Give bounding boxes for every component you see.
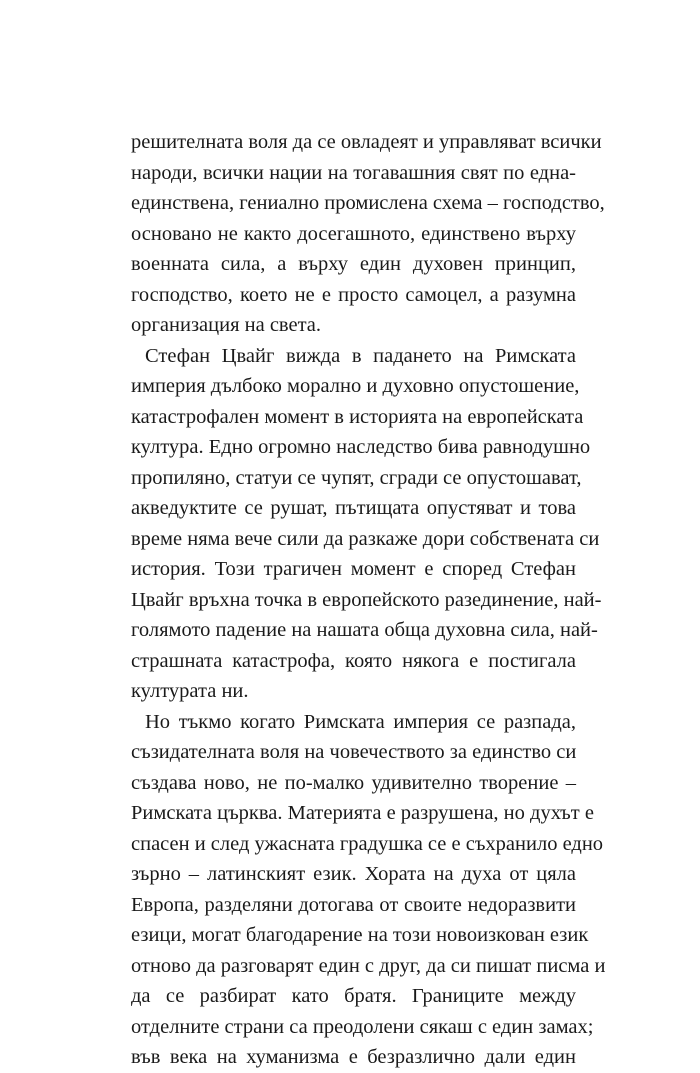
text-line: военната сила, а върху един духовен принцип,: [131, 253, 576, 275]
text-line: Европа, разделяни дотогава от своите недоразвити: [131, 893, 576, 916]
text-line: култура. Едно огромно наследство бива равнодушно: [131, 436, 591, 458]
text-line: Цвайг връхна точка в европейското разединение, най-: [131, 588, 602, 611]
text-line: съзидателната воля на човечеството за единство си: [131, 741, 577, 763]
text-line: Римската църква. Материята е разрушена, но духът е: [131, 802, 594, 824]
paragraph: [131, 341, 602, 707]
text-line: време няма вече сили да разкаже дори собствената си: [131, 527, 600, 550]
text-line: зърно – латинският език. Хората на духа от цяла: [131, 863, 576, 885]
text-line: във века на хуманизма е безразлично дали един: [131, 1046, 576, 1068]
text-line: културата ни.: [131, 680, 249, 702]
text-line: отново да разговарят един с друг, да си пишат писма и: [131, 954, 606, 977]
text-line: акведуктите се рушат, пътищата опустяват и това: [131, 497, 576, 519]
text-line: основано не както досегашното, единствено върху: [131, 222, 576, 245]
text-line: история. Този трагичен момент е според Стефан: [131, 558, 576, 580]
text-line: създава ново, не по-малко удивително творение –: [131, 771, 576, 794]
text-line: страшната катастрофа, която някога е постигала: [131, 649, 576, 672]
text-line: езици, могат благодарение на този новоизкован език: [131, 924, 589, 946]
text-line: пропиляно, статуи се чупят, сгради се опустошават,: [131, 466, 582, 489]
text-line: Стефан Цвайг вижда в падането на Римската: [145, 344, 576, 367]
text-line: отделните страни са преодолени сякаш с един замах;: [131, 1015, 594, 1038]
text-line: да се разбират като братя. Границите между: [131, 985, 576, 1007]
paragraph: [131, 127, 605, 341]
text-line: голямото падение на нашата обща духовна сила, най-: [131, 619, 598, 641]
text-line: господство, което не е просто самоцел, а разумна: [131, 283, 576, 306]
text-line: спасен и след ужасната градушка се е съхранило едно: [131, 832, 604, 855]
text-line: Но тъкмо когато Римската империя се разпада,: [145, 710, 576, 733]
text-line: организация на света.: [131, 314, 322, 336]
text-line: империя дълбоко морално и духовно опустошение,: [131, 375, 580, 397]
text-line: решителната воля да се овладеят и управляват всички: [131, 131, 602, 153]
text-line: катастрофален момент в историята на европейската: [131, 405, 584, 428]
body-text: [131, 127, 606, 1073]
text-line: народи, всички нации на тогавашния свят по една-: [131, 161, 576, 184]
paragraph: [131, 707, 606, 1073]
text-line: единствена, гениално промислена схема – господство,: [131, 192, 605, 214]
